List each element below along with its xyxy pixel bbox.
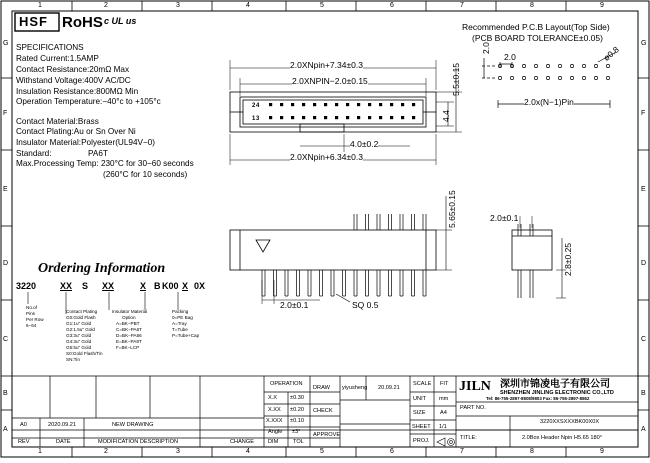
legend-plating-line: G1:1u" Gold [66,321,92,326]
spec-line: Contact Resistance:20mΩ Max [16,65,130,74]
col-label-1: 1 [38,2,42,9]
rev-header-date: DATE [56,439,71,445]
specs-title: SPECIFICATIONS [16,43,84,52]
legend-rows-line: Pins [26,311,35,316]
tb-part-no: 3220XXSXXXBK00X0X [540,419,600,425]
row-label-d: D [3,260,9,267]
top-pin [313,103,316,106]
top-pin [346,116,349,119]
row-label-a-right: A [641,426,646,433]
col-label-8-bottom: 8 [530,448,534,455]
legend-packing-line: Packing [172,309,189,314]
spec-line: Insulation Resistance:800MΩ Min [16,87,139,96]
spec-line: Insulator Material:Polyester(UL94V−0) [16,138,156,147]
rev-header-rev: REV [18,439,30,445]
company-logo: JILN [459,379,491,394]
side-view-pins [262,214,533,298]
tb-title-label: TITLE: [460,435,477,441]
col-label-6: 6 [390,2,394,9]
tb-proj: PROJ. [413,438,430,444]
legend-plating-line: G2:1.5u" Gold [66,327,95,332]
code-part-series: 3220 [16,281,37,291]
pcb-pitch-h: 2.0 [504,52,516,62]
code-part-pins: XX [60,281,73,291]
pin-label-3: 3 [256,116,260,122]
tb-draw: DRAW [313,385,330,391]
tb-size-value: A4 [440,410,447,416]
top-pin [379,116,382,119]
legend-plating-line: G4:3u" Gold [66,339,92,344]
code-part-insulator: X [140,281,147,291]
rev-header-change: CHANGE [230,439,254,445]
top-pin [357,103,360,106]
legend-plating-line: G0:Gold Flash [66,315,96,320]
col-label-7: 7 [460,2,464,9]
legend-plating-line: S0:Gold Flash/Tin [66,351,103,356]
top-pin [390,116,393,119]
pcb-hole [606,76,609,79]
dim-pitch-right: 2.0±0.1 [490,213,519,223]
hsf-logo: HSF [19,14,48,29]
top-pin [302,103,305,106]
legend-insulator-line: A=BK−PBT [116,321,140,326]
rev-row-date: 2020.09.21 [48,422,76,428]
legend-packing-line: T=Tube [172,327,188,332]
pcb-hole [510,76,513,79]
col-label-5-bottom: 5 [320,448,324,455]
tb-tol-label: X.XXX [266,418,283,424]
row-label-a: A [3,426,8,433]
top-pin [291,103,294,106]
legend-plating-line: G3:3u" Gold [66,333,92,338]
col-label-1-bottom: 1 [38,448,42,455]
rev-row-desc: NEW DRAWING [112,422,154,428]
pcb-hole-dia: ø0.8 [601,44,621,63]
legend-packing-line: P=Tube+Cap [172,333,200,338]
col-label-4: 4 [246,2,250,9]
row-label-c: C [3,336,9,343]
legend-plating-line: G5:5u" Gold [66,345,92,350]
row-label-b-right: B [641,390,646,397]
col-label-9: 9 [600,2,604,9]
spec-line: PA6T [88,149,108,158]
ordering-leaders [28,292,178,314]
pcb-title: Recommended P.C.B Layout(Top Side) [462,22,610,32]
top-pin [269,103,272,106]
rev-header-desc: MODIFICATION DESCRIPTION [98,439,179,445]
pcb-hole [522,64,525,67]
tb-tol: TOL [293,439,304,445]
col-label-4-bottom: 4 [246,448,250,455]
tb-scale-value: FIT [440,381,449,387]
legend-insulator-line: F=BK−LCP [116,345,140,350]
pcb-hole [534,64,537,67]
code-part-b: B [154,281,161,291]
dim-height-side: 5.65±0.15 [447,190,457,228]
tb-operation: OPERATION [270,381,303,387]
top-pin [357,116,360,119]
col-label-2-bottom: 2 [104,448,108,455]
col-label-9-bottom: 9 [600,448,604,455]
top-pin [368,103,371,106]
dim-pin-length: 2.8±0.25 [563,242,573,276]
pcb-subtitle: (PCB BOARD TOLERANCE±0.05) [472,33,603,43]
tb-tol-value: ±0.10 [290,418,304,424]
top-view-pins [269,103,415,119]
top-pin [390,103,393,106]
code-part-0x: 0X [194,281,206,291]
pcb-hole-grid [498,64,609,79]
ul-mark: c UL us [104,16,137,26]
dim-slot: 4.0±0.2 [350,139,379,149]
pcb-hole [546,76,549,79]
dim-overall: 2.0XNpin+7.34±0.3 [290,60,363,70]
legend-packing-line: 0=PE Bag [172,315,193,320]
code-part-plating: XX [102,281,115,291]
tb-check: CHECK [313,408,333,414]
company-tel: Tel: 86-755-2897-8808/9803 Fax: 86-755-2897-8862 [486,396,590,401]
row-label-e: E [3,186,8,193]
pcb-hole [522,76,525,79]
row-label-e-right: E [641,186,646,193]
spec-line: Standard: [16,149,52,158]
top-pin [412,103,415,106]
dim-sq: SQ 0.5 [352,300,379,310]
tb-tol-label: X.X [268,395,278,401]
pcb-span: 2.0x(N−1)Pin [524,97,574,107]
col-label-3-bottom: 3 [176,448,180,455]
col-label-5: 5 [320,2,324,9]
pcb-hole [582,64,585,67]
row-label-c-right: C [641,336,647,343]
spec-line: Contact Material:Brass [16,117,99,126]
legend-insulator-line: C=BK−PA6T [116,327,142,332]
spec-line: Max.Processing Temp: 230°C for 30−60 seconds [16,159,194,168]
pcb-hole [558,64,561,67]
pcb-hole [594,64,597,67]
legend-packing-line: A=Tray [172,321,187,326]
pcb-hole [606,64,609,67]
tb-unit: UNIT [413,396,427,402]
tb-draw-date: 20.09.21 [378,385,400,391]
tb-tol-label: X.XX [268,407,281,413]
top-pin [324,116,327,119]
legend-rows-line: Per Row [26,317,44,322]
dim-bottom: 2.0XNpin+6.34±0.3 [290,152,363,162]
pcb-hole [582,76,585,79]
tb-size: SIZE [413,410,426,416]
pin-label-1: 1 [252,116,256,122]
pcb-hole [498,76,501,79]
rohs-logo: RoHS [62,14,103,31]
tb-part-no-label: PART NO. [460,405,486,411]
tb-drawer: yiyusheng [342,385,368,391]
row-label-d-right: D [641,260,647,267]
legend-insulator-line: E=BK−PA9T [116,339,142,344]
code-part-s: S [82,281,89,291]
pcb-hole [594,76,597,79]
top-pin [291,116,294,119]
spec-line: Rated Current:1.5AMP [16,54,99,63]
company-name-en: SHENZHEN JINLING ELECTRONIC CO.,LTD [500,390,614,396]
pcb-pitch-v: 2.0 [481,42,491,54]
tb-title-value: 2.0Box Header Npin H5.65 180° [522,435,602,441]
legend-insulator-line: D=BK−PA66 [116,333,142,338]
col-label-6-bottom: 6 [390,448,394,455]
col-label-2: 2 [104,2,108,9]
top-pin [324,103,327,106]
top-pin [346,103,349,106]
spec-line: Operation Temperature:−40°c to +105°c [16,97,161,106]
top-pin [412,116,415,119]
dim-height-top: 5.5±0.15 [451,62,461,96]
ordering-title: Ordering Information [38,261,166,276]
col-label-3: 3 [176,2,180,9]
pcb-hole [534,76,537,79]
top-pin [368,116,371,119]
tb-tol-value: ±0.30 [290,395,304,401]
row-label-g-right: G [641,40,647,47]
row-label-b: B [3,390,8,397]
tb-scale: SCALE [413,381,432,387]
pcb-hole [546,64,549,67]
legend-insulator-line: Option [122,315,136,320]
pcb-hole [570,64,573,67]
tb-sheet: SHEET [412,424,431,430]
col-label-8: 8 [530,2,534,9]
legend-plating-line: SN:Tin [66,357,80,362]
tb-sheet-value: 1/1 [439,424,447,430]
rev-row-rev: A0 [20,422,27,428]
pin-label-4: 4 [256,103,260,109]
top-pin [335,103,338,106]
top-pin [269,116,272,119]
legend-rows-line: No.of [26,305,37,310]
row-label-f-right: F [641,110,646,117]
pcb-hole [558,76,561,79]
top-pin [280,103,283,106]
tb-approve: APPROVE [313,432,341,438]
top-pin [280,116,283,119]
tb-tol-value: ±3° [292,429,301,435]
code-part-k00: K00 [162,281,179,291]
top-pin [313,116,316,119]
tb-tol-value: ±0.20 [290,407,304,413]
row-label-g: G [3,40,9,47]
dim-pitch-side: 2.0±0.1 [280,300,309,310]
spec-line: Contact Plating:Au or Sn Over Ni [16,127,136,136]
projection-symbol [437,438,455,446]
company-name-cn: 深圳市锦凌电子有限公司 [500,379,610,390]
top-pin [401,103,404,106]
col-label-7-bottom: 7 [460,448,464,455]
dim-side: 4.4 [441,110,451,122]
pcb-hole [570,76,573,79]
top-pin [335,116,338,119]
tb-unit-value: mm [439,396,449,402]
legend-insulator-line: Insulator Material [112,309,148,314]
row-label-f: F [3,110,8,117]
top-pin [401,116,404,119]
top-pin [302,116,305,119]
legend-rows-line: 6−64 [26,323,37,328]
tb-dim: DIM [268,439,279,445]
tb-tol-label: Angle [268,429,283,435]
spec-line: (260°C for 10 seconds) [103,170,188,179]
code-part-packing: X [182,281,189,291]
legend-plating-line: Contact Plating [66,309,98,314]
spec-line: Withstand Voltage:400V AC/DC [16,76,131,85]
dim-inner: 2.0XNPIN−2.0±0.15 [292,76,368,86]
top-pin [379,103,382,106]
pin-label-2: 2 [252,103,256,109]
